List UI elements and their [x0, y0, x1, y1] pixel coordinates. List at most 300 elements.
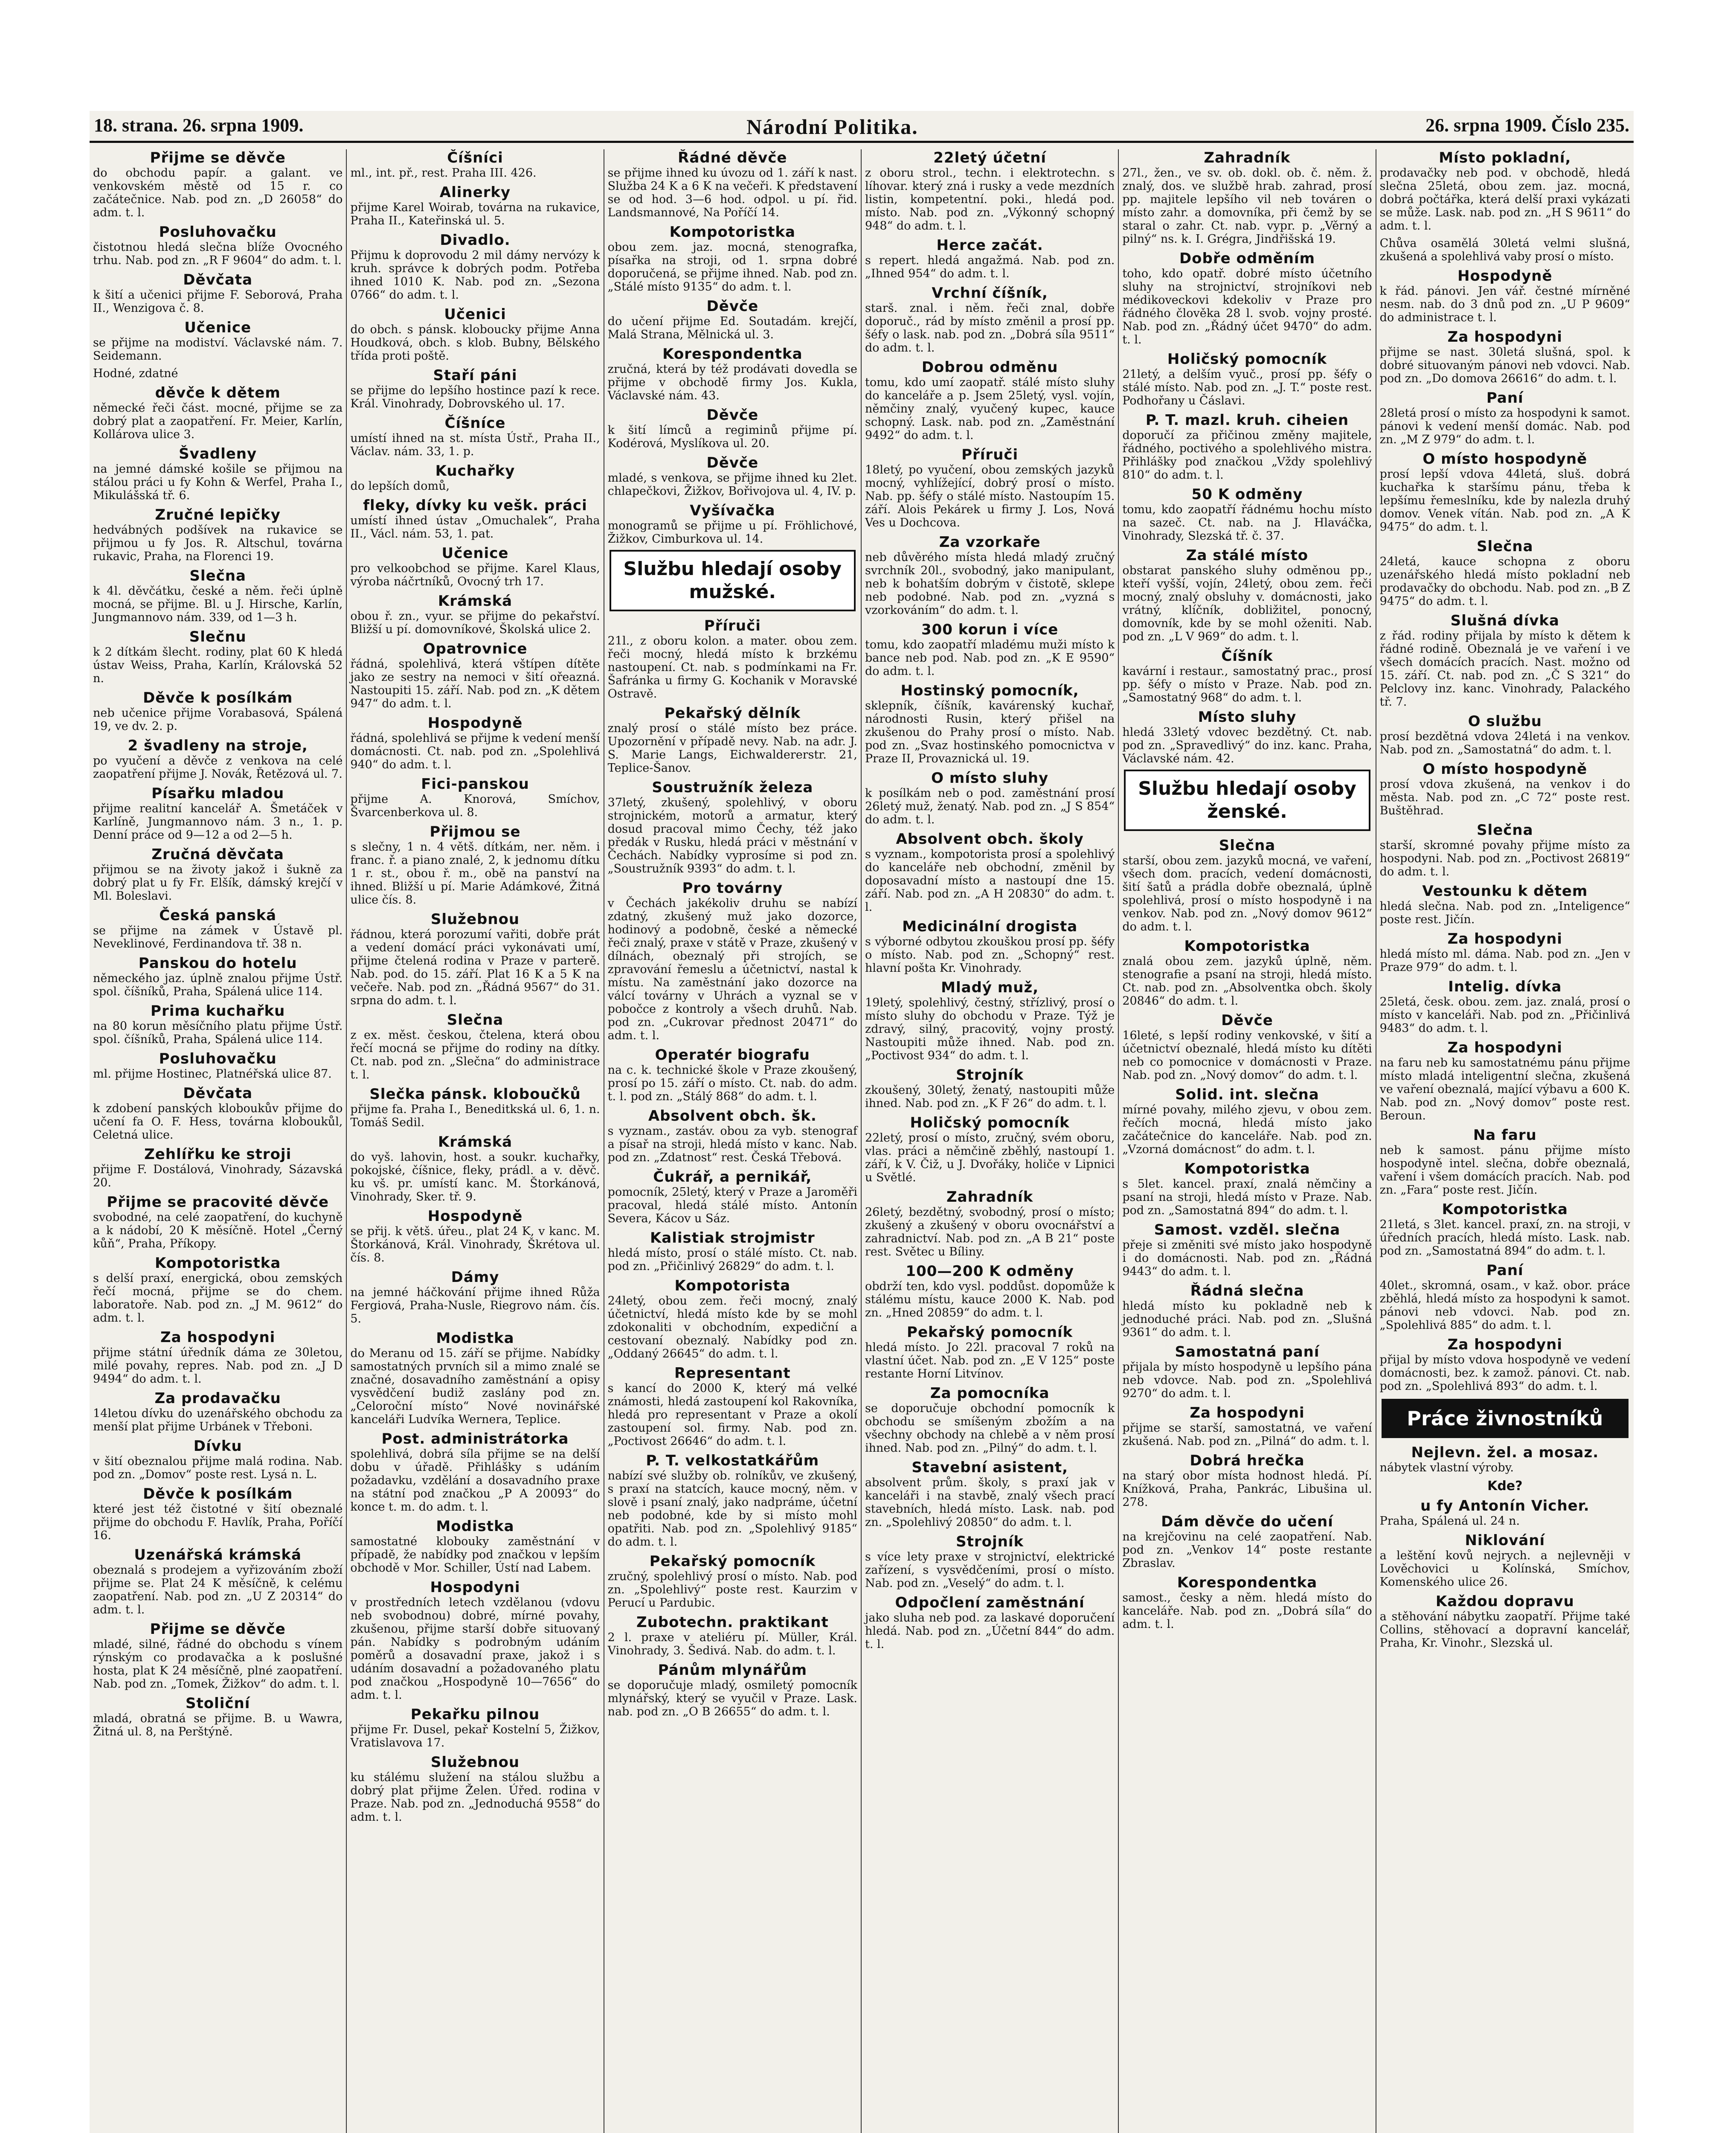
classified-ad — [1122, 1404, 1372, 1448]
ad-heading: Holičský pomocník — [910, 1114, 1070, 1131]
ad-body: prosí bezdětná vdova 24letá i na venkov. Nab. pod zn. „Samostatná“ do adm. t. l. — [1379, 730, 1630, 756]
classified-ad — [93, 1546, 343, 1616]
ad-heading: Dobře odměním — [1179, 250, 1315, 267]
ad-heading: Strojník — [956, 1533, 1024, 1550]
ad-body: hledá místo. Jo 22l. pracoval 7 roků na vlastní účet. Nab. pod zn. „E V 125“ poste restante Horní Litvínov. — [865, 1341, 1115, 1380]
ad-body: které jest též čistotné v šití obeznalé přijme do obchodu F. Havlík, Praha, Poříčí 16. — [93, 1502, 343, 1542]
ad-heading: fleky, dívky ku vešk. práci — [363, 497, 587, 514]
ad-heading: Posluhovačku — [159, 1050, 277, 1067]
ad-heading: Nejlevn. žel. a mosaz. — [1411, 1444, 1599, 1461]
ad-body: na krejčovinu na celé zaopatření. Nab. pod zn. „Venkov 14“ poste restante Zbraslav. — [1122, 1530, 1372, 1570]
ad-body: s vyznam., kompotorista prosí a spolehlivý do kanceláře neb obchodní, změnil by doposavadní místo a nastoupí dne 15. září. Nab. pod zn. „A H 20830“ do adm. t. l. — [865, 848, 1115, 914]
ad-body: hledá místo ml. dáma. Nab. pod zn. „Jen v Praze 979“ do adm. t. l. — [1379, 947, 1630, 974]
classified-ad — [93, 224, 343, 267]
classified-ad — [350, 593, 600, 636]
classified-ad — [350, 1086, 600, 1129]
classified-ad — [93, 1194, 343, 1250]
ad-body: kavární i restaur., samostatný prac., prosí pp. šéfy o místo v Praze. Nab. pod zn. „Samostatný 968“ do adm. t. l. — [1122, 665, 1372, 704]
ad-heading: Absolvent obch. školy — [896, 831, 1084, 848]
classified-ad — [93, 445, 343, 502]
ad-heading: Slečna — [1219, 837, 1276, 854]
ad-heading: Post. administrátorka — [381, 1430, 569, 1447]
ad-heading: Modistka — [436, 1518, 514, 1535]
classified-ad — [93, 846, 343, 903]
ad-heading: Za hospodyni — [1447, 930, 1562, 947]
ad-heading: Operatér biografu — [655, 1046, 810, 1064]
classified-ad — [608, 346, 857, 402]
ad-heading: Učenici — [444, 306, 506, 323]
ad-body: pro velkoobchod se přijme. Karel Klaus, výroba náčrtníků, Ovocný trh 17. — [350, 562, 600, 588]
classified-ad — [608, 454, 857, 498]
section-banner: Práce živnostníků — [1382, 1399, 1629, 1438]
ad-heading: 300 korun i více — [921, 621, 1059, 638]
ad-heading: Hostinský pomocník, — [900, 682, 1079, 699]
classified-ad — [608, 617, 857, 700]
ad-heading: Slečna — [1477, 538, 1533, 555]
classified-ad — [865, 446, 1115, 529]
classified-ad — [1122, 486, 1372, 543]
ad-body: přijme státní úředník dáma ze 30letou, milé povahy, repres. Nab. pod zn. „J D 9494“ do adm. t. l. — [93, 1346, 343, 1386]
classified-ad — [350, 367, 600, 410]
ad-body: z ex. měst. českou, čtelena, která obou řečí mocná se přijme do rodiny na dítky. Ct. nab. pod zn. „Slečna“ do administrace t. l. — [350, 1029, 600, 1081]
ad-body: s více lety praxe v strojnictví, elektrické zařízení, s vysvědčeními, prosí o místo. Nab. pod zn. „Veselý“ do adm. t. l. — [865, 1550, 1115, 1590]
ad-body: samostatné klobouky zaměstnání v případě, že nabídky pod značkou v lepším obchodě v Mor. Schiller, Ústí nad Labem. — [350, 1535, 600, 1575]
classified-ad — [93, 1695, 343, 1738]
ad-heading: Niklování — [1465, 1532, 1545, 1549]
ad-heading: Děvčata — [183, 271, 253, 288]
ad-heading: Soustružník železa — [652, 779, 813, 796]
ad-body: v Čechách jakékoliv druhu se nabízí zdatný, zkušený muž jako dozorce, hodinový a podobně, české a německé řeči znalý, praxe v státě v Praze, zkušený v dílnách, obeznalý při strojích, se zpravování řemeslu a účetnictví, nastal k místu. Na zaměstnání jako dozorce na válcí továrny v Uhrách a vyznal se v pobočce z kontroly a všech druhů. Nab. pod zn. „Cukrovar přednost 20471“ do adm. t. l. — [607, 897, 857, 1042]
ad-body: přijme se starší, samostatná, ve vaření zkušená. Nab. pod zn. „Pilná“ do adm. t. l. — [1122, 1421, 1372, 1448]
classified-ad — [1122, 1513, 1372, 1570]
ad-heading: Paní — [1486, 1262, 1524, 1279]
classified-ad — [93, 506, 343, 563]
classified-ad — [608, 1614, 857, 1657]
classified-ad — [1122, 1221, 1372, 1278]
classified-ad — [865, 237, 1115, 280]
ad-body: se doporučuje obchodní pomocník k obchodu se smíšeným zbožím a na všechny obchody na chlebě a v něm prosí ihned. Nab. pod zn. „Pilný“ do adm. t. l. — [865, 1402, 1115, 1455]
classified-ad — [93, 737, 343, 781]
ad-heading: Děvče — [1221, 1012, 1273, 1029]
ad-columns — [90, 149, 1634, 2133]
classified-ad — [865, 359, 1115, 442]
ad-body: přijmou se na životy jakož i šukně za dobrý plat u fy Fr. Elšík, dámský krejčí v Ml. Boleslavi. — [93, 863, 343, 903]
ad-body: Praha, Spálená ul. 24 n. — [1379, 1514, 1520, 1528]
ad-body: přijala by místo hospodyně u lepšího pána neb vdovce. Nab. pod zn. „Spolehlivá 9270“ do adm. t. l. — [1122, 1360, 1372, 1400]
classified-ad — [1122, 837, 1372, 933]
ad-heading: Modistka — [436, 1330, 514, 1347]
ad-column — [1119, 149, 1376, 2133]
classified-ad — [608, 149, 857, 219]
classified-ad — [1380, 328, 1630, 385]
classified-ad — [1380, 761, 1630, 817]
ad-heading: Slušná dívka — [1450, 612, 1559, 629]
ad-heading: Staří páni — [433, 367, 517, 384]
ad-heading: Paní — [1486, 389, 1524, 407]
ad-plain-text: Kde? — [1487, 1479, 1523, 1494]
ad-heading: Herce začát. — [936, 237, 1043, 254]
ad-heading: 2 švadleny na stroje, — [128, 737, 308, 754]
ad-column — [1376, 149, 1634, 2133]
ad-heading: O místo sluhy — [931, 770, 1049, 787]
ad-body: 2 l. praxe v ateliéru pí. Müller, Král. Vinohrady, 3. Šedivá. Nab. do adm. t. l. — [607, 1631, 857, 1657]
ad-column — [604, 149, 862, 2133]
ad-heading: O místo hospodyně — [1422, 761, 1588, 778]
classified-ad — [865, 1324, 1115, 1380]
classified-ad — [1380, 389, 1630, 446]
newspaper-page — [90, 111, 1634, 2133]
classified-ad — [1122, 1574, 1372, 1631]
ad-heading: 50 K odměny — [1191, 486, 1303, 503]
ad-heading: Holičský pomocník — [1167, 351, 1327, 368]
classified-ad — [1122, 1452, 1372, 1509]
newspaper-masthead: Národní Politika. — [746, 115, 918, 139]
classified-ad — [1380, 1262, 1630, 1332]
ad-heading: Dívku — [193, 1438, 242, 1455]
classified-ad — [1380, 822, 1630, 878]
classified-ad — [93, 1485, 343, 1542]
ad-column — [347, 149, 604, 2133]
classified-ad — [93, 1003, 343, 1046]
ad-body: do lepších domů, — [350, 479, 450, 493]
classified-ad — [1380, 267, 1630, 324]
classified-ad — [93, 367, 343, 380]
ad-body: přijme Fr. Dusel, pekař Kostelní 5, Žižkov, Vratislavova 17. — [350, 1723, 600, 1749]
ad-heading: Zručné lepičky — [155, 506, 281, 523]
ad-heading: Děvče — [706, 454, 759, 471]
ad-heading: Řádné děvče — [678, 149, 787, 166]
ad-body: zručný, spolehlivý prosí o místo. Nab. pod zn. „Spolehlivý“ poste rest. Kaurzim v Perucí u Pardubic. — [607, 1570, 857, 1610]
ad-body: přijme F. Dostálová, Vinohrady, Sázavská 20. — [93, 1163, 343, 1189]
classified-ad — [1380, 612, 1630, 709]
ad-heading: děvče k dětem — [155, 384, 281, 401]
classified-ad — [93, 1390, 343, 1433]
classified-ad — [1122, 1160, 1372, 1217]
ad-heading: Za stálé místo — [1186, 547, 1309, 564]
ad-body: se přijme na modiství. Václavské nám. 7. Seidemann. — [93, 336, 343, 363]
ad-heading: Kompotoristka — [155, 1255, 281, 1272]
ad-heading: Zručná děvčata — [151, 846, 284, 863]
ad-heading: Slečka pánsk. kloboučků — [369, 1086, 581, 1103]
ad-body: s slečny, 1 n. 4 větš. dítkám, ner. něm. i franc. ř. a piano znalé, 2, k jednomu dítku 1 r. st., obou ř. m., obě na panství na ihned. Bližší u pí. Marie Adámkové, Žitná ulice čís. 8. — [350, 840, 600, 907]
ad-heading: P. T. mazl. kruh. ciheien — [1145, 412, 1349, 429]
classified-ad — [93, 1438, 343, 1481]
ad-body: z oboru strol., techn. i elektrotechn. s líhovar. který zná i rusky a vede mezdních listin, kompetentní. poki., hledá pod. místo. Nab. pod zn. „Výkonný schopný 948“ do adm. t. l. — [865, 166, 1115, 232]
classified-ad — [350, 1330, 600, 1426]
ad-body: 24letá, kauce schopna z oboru uzenářského hledá místo pokladní neb prodavačky do obchodu. Nab. pod zn. „B Z 9475“ do adm. t. l. — [1379, 555, 1630, 608]
ad-heading: Vrchní číšník, — [932, 285, 1048, 302]
classified-ad — [865, 1114, 1115, 1184]
ad-body: na starý obor místa hodnost hledá. Pí. Knížková, Praha, Pankrác, Libušina ul. 278. — [1122, 1469, 1372, 1509]
ad-body: nábytek vlastní výroby. — [1379, 1461, 1514, 1474]
classified-ad — [93, 628, 343, 685]
ad-heading: Prima kuchařku — [151, 1003, 285, 1020]
ad-body: německé řeči část. mocné, přijme se za dobrý plat a zaopatření. Fr. Meier, Karlín, Kollárova ulice 3. — [93, 401, 343, 441]
ad-heading: Pánům mlynářům — [658, 1662, 807, 1679]
ad-body: absolvent prům. školy, s praxí jak v kanceláři i na stavbě, znalý všech prací stavebních, hledá místo. Lask. nab. pod zn. „Spolehlivý 20850“ do adm. t. l. — [865, 1476, 1115, 1529]
ad-heading: Strojník — [956, 1066, 1024, 1084]
ad-body: přijme fa. Praha I., Beneditkská ul. 6, 1. n. Tomáš Sedil. — [350, 1103, 600, 1129]
classified-ad — [1380, 978, 1630, 1035]
classified-ad — [865, 1263, 1115, 1319]
classified-ad — [350, 776, 600, 819]
classified-ad — [93, 1146, 343, 1189]
classified-ad — [1380, 713, 1630, 756]
section-heading-box — [610, 550, 856, 611]
classified-ad — [865, 149, 1115, 232]
ad-heading: Přijme se děvče — [150, 1621, 286, 1638]
classified-ad — [608, 880, 857, 1042]
ad-body: a stěhování nábytku zaopatří. Přijme také Collins, stěhovací a dopravní kancelář, Praha, Kr. Vinohr., Slezská ul. — [1379, 1610, 1630, 1650]
classified-ad — [1380, 450, 1630, 534]
ad-column — [90, 149, 347, 2133]
classified-ad — [350, 149, 600, 180]
ad-heading: Místo pokladní, — [1439, 149, 1571, 166]
classified-ad — [93, 271, 343, 315]
ad-heading: Na faru — [1473, 1127, 1537, 1144]
ad-body: v prostředních letech vzdělanou (vdovu neb svobodnou) dobré, mírné povahy, zkušenou, přijme starší dobře situovaný pán. Nabídky s podrobným udáním poměrů a dosavadní praxe, jakož i s udáním dosavadní a požadovaného platu pod značkou „Hospodyně 10—7656“ do adm. t. l. — [350, 1596, 600, 1702]
ad-heading: Kalistiak strojmistr — [650, 1229, 815, 1247]
ad-heading: Učenice — [441, 545, 509, 562]
ad-heading: Děvče — [706, 407, 759, 424]
ad-body: přijal by místo vdova hospodyně ve vedení domácnosti, bez. k zamož. pánovi. Ct. nab. pod zn. „Spolehlivá 893“ do adm. t. l. — [1379, 1353, 1630, 1393]
ad-body: s vyznam., zastáv. obou za vyb. stenograf a písař na stroji, hledá místo v kanc. Nab. pod zn. „Zdatnost“ rest. Česká Třebová. — [607, 1125, 857, 1164]
classified-ad — [608, 298, 857, 341]
ad-body: ml. přijme Hostinec, Platnéřská ulice 87. — [93, 1067, 332, 1081]
ad-heading: Za hospodyni — [1447, 1039, 1562, 1056]
ad-heading: Každou dopravu — [1435, 1593, 1574, 1610]
page-header — [90, 111, 1634, 143]
ad-body: německého jaz. úplně znalou přijme Ústř. spol. číšníků, Praha, Spálená ulice 114. — [93, 972, 343, 998]
classified-ad — [608, 1107, 857, 1164]
ad-heading: Krámská — [438, 593, 513, 610]
ad-heading: Intelig. dívka — [1448, 978, 1562, 995]
ad-body: 25letá, česk. obou. zem. jaz. znalá, prosí o místo v kanceláři. Nab. pod zn. „Přičinlivá 9483“ do adm. t. l. — [1379, 995, 1630, 1035]
ad-body: umístí ihned ústav „Omuchalek“, Praha II., Václ. nám. 53, 1. pat. — [350, 514, 600, 541]
classified-ad — [350, 1518, 600, 1575]
ad-heading: Opatrovnice — [423, 640, 528, 657]
ad-heading: Kompotoristka — [1184, 938, 1310, 955]
header-issue-number: 26. srpna 1909. Číslo 235. — [1425, 115, 1629, 136]
classified-ad — [93, 1621, 343, 1691]
ad-heading: Stavební asistent, — [912, 1459, 1068, 1476]
ad-heading: O službu — [1468, 713, 1542, 730]
classified-ad — [350, 306, 600, 363]
ad-body: mladé, silné, řádné do obchodu s vínem rýnským co prodavačka a k poslušné hosta, plat K 24 měsíčně, plné zaopatření. Nab. pod zn. „Tomek, Žižkov“ do adm. t. l. — [93, 1638, 343, 1691]
ad-heading: Přijme se děvče — [150, 149, 286, 166]
ad-body: neb k samost. pánu přijme místo hospodyně intel. slečna, dobře obeznalá, vaření i všem domácích pracích. Nab. pod zn. „Fara“ poste rest. Jičín. — [1379, 1144, 1630, 1197]
ad-heading: Krámská — [438, 1133, 513, 1151]
ad-body: na 80 korun měsíčního platu přijme Ústř. spol. číšníků, Praha, Spálená ulice 114. — [93, 1020, 343, 1046]
classified-ad — [1122, 412, 1372, 482]
ad-heading: Příruči — [961, 446, 1019, 463]
ad-heading: Číšníci — [447, 149, 503, 166]
classified-ad — [865, 918, 1115, 975]
classified-ad — [350, 1754, 600, 1824]
ad-heading: Solid. int. slečna — [1175, 1086, 1319, 1103]
ad-body: se doporučuje mladý, osmiletý pomocník mlynářský, který se vyučil v Praze. Lask. nab. pod zn. „O B 26655“ do adm. t. l. — [607, 1679, 857, 1718]
classified-ad — [1380, 883, 1630, 926]
classified-ad — [608, 1662, 857, 1718]
ad-body: Hodné, zdatné — [93, 367, 178, 380]
ad-heading: Děvče — [706, 298, 759, 315]
ad-heading: Kuchařky — [435, 462, 515, 479]
ad-heading: Dámy — [451, 1269, 499, 1286]
ad-body: Přijmu k doprovodu 2 mil dámy nervózy k kruh. správce k dobrých podm. Potřeba ihned 1010 K. Nab. pod zn. „Sezona 0766“ do adm. t. l. — [350, 249, 600, 302]
ad-body: se přijme na zámek v Ústavě pl. Neveklinové, Ferdinandova tř. 38 n. — [93, 924, 343, 950]
ad-body: z řád. rodiny přijala by místo k dětem k řádné rodině. Obeznalá je ve vaření i ve všech domácích pracích. Nast. možno od 15. září. Ct. nab. pod zn. „Č S 321“ do Pelclovy inz. kanc. Vinohrady, Palackého tř. 7. — [1379, 629, 1630, 709]
ad-heading: Čukrář, a pernikář, — [653, 1168, 812, 1186]
ad-body: a leštění kovů nejrych. a nejlevněji v Lověchovici u Kolínská, Smíchov, Komenského ulice 26. — [1379, 1549, 1630, 1589]
ad-heading: Za prodavačku — [154, 1390, 281, 1407]
ad-heading: Číšníce — [444, 415, 506, 432]
ad-heading: P. T. velkostatkářům — [646, 1452, 819, 1469]
ad-body: toho, kdo opatř. dobré místo účetního sluhy na strojnictví, strojníkovi neb médikoveckovi kdekoliv v Praze pro řádného člověka 28 l. svob. vojny prosté. Nab. pod zn. „Řádný účet 9470“ do adm. t. l. — [1122, 267, 1372, 346]
classified-ad — [350, 1269, 600, 1325]
ad-heading: 100—200 K odměny — [906, 1263, 1074, 1280]
ad-body: mladá, obratná se přijme. B. u Wawra, Žitná ul. 8, na Perštýně. — [93, 1712, 343, 1738]
ad-body: prosí vdova zkušená, na venkov i do města. Nab. pod zn. „C 72“ poste rest. Buštěhrad. — [1379, 778, 1630, 817]
classified-ad — [1122, 1086, 1372, 1156]
section-heading: Službu hledají osoby mužské. — [623, 558, 842, 603]
ad-heading: Za vzorkaře — [939, 534, 1041, 551]
ad-body: spolehlivá, dobrá síla přijme se na delší dobu v úřadě. Přihlášky s udáním požadavku, vzdělání a dosavadního praxe na státní pod značkou „P A 20093“ do konce t. m. do adm. t. l. — [350, 1447, 600, 1514]
ad-heading: Hospodyně — [427, 1208, 523, 1225]
ad-body: 26letý, bezdětný, svobodný, prosí o místo; zkušený a zkušený v oboru ovocnářství a zahradnictví. Nab. pod zn. „A B 21“ poste rest. Světec u Bíliny. — [865, 1206, 1115, 1258]
classified-ad — [1380, 1593, 1630, 1650]
ad-heading: Zahradník — [1204, 149, 1291, 166]
ad-body: hledá místo, prosí o stálé místo. Ct. nab. pod zn. „Přičinlivý 26829“ do adm. t. l. — [607, 1247, 857, 1273]
ad-heading: Číšník — [1221, 648, 1273, 665]
ad-heading: Pekařský dělník — [664, 705, 801, 722]
classified-ad — [1122, 709, 1372, 765]
classified-ad — [608, 502, 857, 546]
classified-ad — [93, 955, 343, 998]
classified-ad — [865, 1594, 1115, 1651]
ad-heading: Pro továrny — [682, 880, 783, 897]
ad-body: s repert. hledá angažmá. Nab. pod zn. „Ihned 954“ do adm. t. l. — [865, 254, 1115, 280]
ad-body: na faru neb ku samostatnému pánu přijme místo mladá inteligentní slečna, zkušená ve vaření obeznalá, mající výbavu a 600 K. Nab. pod zn. „Nový domov“ poste rest. Beroun. — [1379, 1056, 1630, 1122]
ad-body: obou zem. jaz. mocná, stenografka, písařka na stroji, od 1. srpna dobré doporučená, se přijme ihned. Nab. pod zn. „Stálé místo 9135“ do adm. t. l. — [607, 241, 857, 294]
ad-heading: Vyšívačka — [690, 502, 775, 519]
ad-body: ku stálému služení na stálou službu a dobrý plat přijme Želen. Úřed. rodina v Praze. Nab. pod zn. „Jednoduchá 9558“ do adm. t. l. — [350, 1771, 600, 1824]
classified-ad — [1122, 1282, 1372, 1339]
ad-heading: Kompotoristka — [1184, 1160, 1310, 1177]
classified-ad — [608, 705, 857, 775]
ad-heading: Slečna — [447, 1011, 504, 1029]
ad-heading: Za hospodyni — [160, 1329, 276, 1346]
ad-heading: Korespondentka — [1177, 1574, 1318, 1591]
classified-ad — [608, 1553, 857, 1610]
classified-ad — [350, 823, 600, 907]
ad-body: s výborné odbytou zkouškou prosí pp. šéfy o místo. Nab. pod zn. „Schopný“ rest. hlavní pošta Kr. Vinohrady. — [865, 935, 1115, 975]
classified-ad — [93, 319, 343, 363]
ad-body: 21letá, s 3let. kancel. praxí, zn. na stroji, v úředních pracích, hledá místo. Lask. nab. pod zn. „Samostatná 894“ do adm. t. l. — [1379, 1218, 1630, 1258]
classified-ad — [608, 1452, 857, 1549]
classified-ad — [350, 1133, 600, 1203]
ad-body: znalý prosí o stálé místo bez práce. Upozornění v případě nevy. Nab. na adr. J. S. Marie Langs, Eichwaldererstr. 21, Teplice-Šanov. — [607, 722, 857, 775]
classified-ad — [1122, 149, 1372, 246]
ad-body: řádná, spolehlivá se přijme k vedení menší domácnosti. Ct. nab. pod zn. „Spolehlivá 940“ do adm. t. l. — [350, 732, 600, 771]
ad-body: 40let., skromná, osam., v kaž. obor. práce zběhlá, hledá místo za hospodyni k samot. pánovi neb vdovci. Nab. pod zn. „Spolehlivá 885“ do adm. t. l. — [1379, 1279, 1630, 1332]
ad-heading: Odpočlení zaměstnání — [895, 1594, 1085, 1611]
ad-heading: Za pomocníka — [930, 1385, 1050, 1402]
classified-ad — [1380, 237, 1630, 263]
ad-heading: Hospodyně — [1457, 267, 1553, 285]
ad-body: obstarat panského sluhy odměnou pp., kteří vyšší, vojín, 24letý, obou zem. řeči mocný, znalý obsluhy v. domácnosti, jako vrátný, klíčník, dobližitel, ponocný, domovník, kde by se mohl oženiti. Nab. pod zn. „L V 969“ do adm. t. l. — [1122, 564, 1372, 643]
ad-heading: Česká panská — [159, 907, 277, 924]
ad-body: 27l., žen., ve sv. ob. dokl. ob. č. něm. ž. znalý, dos. ve službě hrab. zahrad, prosí pp. majitele lepšího vil neb továren o místo zahr. a domovníka, při čemž by se staral o zahr. Ct. nab. vypr. p. „Věrný a pilný“ ns. k. I. Grégra, Jindřišská 19. — [1122, 166, 1372, 246]
ad-body: na jemné háčkování přijme ihned Růža Fergiová, Praha-Nusle, Riegrovo nám. čís. 5. — [350, 1286, 600, 1325]
ad-body: starš. znal. i něm. řeči znal, dobře doporuč., rád by místo změnil a prosí pp. šéfy o lask. nab. pod zn. „Dobrá síla 9511“ do adm. t. l. — [865, 302, 1115, 355]
ad-heading: Pekařku pilnou — [410, 1706, 540, 1723]
classified-ad — [608, 407, 857, 450]
ad-body: přijme A. Knorová, Smíchov, Švarcenberkova ul. 8. — [350, 793, 600, 819]
ad-body: na c. k. technické škole v Praze zkoušený, prosí po 15. září o místo. Ct. nab. do adm. t. l. pod zn. „Stálý 868“ do adm. t. l. — [607, 1064, 857, 1103]
classified-ad — [350, 911, 600, 1007]
ad-body: hledá 33letý vdovec bezdětný. Ct. nab. pod zn. „Spravedlivý“ do inz. kanc. Praha, Václavské nám. 42. — [1122, 726, 1372, 765]
ad-heading: Přijmou se — [430, 823, 521, 840]
classified-ad — [1380, 149, 1630, 232]
ad-heading: Divadlo. — [440, 232, 511, 249]
classified-ad — [608, 224, 857, 294]
classified-ad — [1122, 1343, 1372, 1400]
ad-heading: Švadleny — [179, 445, 257, 462]
classified-ad — [865, 979, 1115, 1062]
ad-body: svobodné, na celé zaopatření, do kuchyně a k nádobí, 20 K měsíčně. Hotel „Černý kůň“, Praha, Příkopy. — [93, 1211, 343, 1250]
classified-ad — [1380, 1444, 1630, 1474]
classified-ad — [93, 907, 343, 950]
classified-ad — [608, 1046, 857, 1103]
classified-ad — [350, 1706, 600, 1749]
ad-heading: Děvče k posílkám — [143, 1485, 293, 1502]
ad-heading: Služebnou — [430, 1754, 520, 1771]
ad-heading: u fy Antonín Vicher. — [1420, 1497, 1590, 1514]
ad-body: se přij. k větš. úřeu., plat 24 K, v kanc. M. Štorkánová, Král. Vinohrady, Škrétova ul. čís. 8. — [350, 1225, 600, 1264]
classified-ad — [865, 534, 1115, 617]
classified-ad — [1380, 1127, 1630, 1197]
ad-body: hledá místo ku pokladně neb k jednoduché práci. Nab. pod zn. „Slušná 9361“ do adm. t. l. — [1122, 1299, 1372, 1339]
ad-body: řádná, spolehlivá, která vštípen dítěte jako ze sestry na nemoci v šití ořeazná. Nastoupiti 15. září. Nab. pod zn. „K dětem 947“ do adm. t. l. — [350, 657, 600, 710]
ad-heading: Za hospodyni — [1190, 1404, 1305, 1421]
classified-ad — [608, 1229, 857, 1273]
ad-heading: Zehlířku ke stroji — [144, 1146, 292, 1163]
classified-ad — [350, 1011, 600, 1081]
ad-heading: Hospodyně — [427, 715, 523, 732]
ad-heading: Děvčata — [183, 1085, 253, 1102]
ad-heading: Kompotorista — [674, 1277, 791, 1294]
ad-body: do vyš. lahovin, host. a soukr. kuchařky, pokojské, číšnice, fleky, prádl. a v. děvč. ku vš. pr. umístí kanc. M. Štorkánová, Vinohrady, Sker. tř. 9. — [350, 1151, 600, 1203]
ad-heading: Místo sluhy — [1198, 709, 1297, 726]
ad-heading: Zubotechn. praktikant — [636, 1614, 829, 1631]
ad-heading: Slečnu — [189, 628, 247, 645]
ad-heading: Panskou do hotelu — [138, 955, 297, 972]
classified-ad — [1122, 1012, 1372, 1082]
ad-heading: Řádná slečna — [1190, 1282, 1304, 1299]
section-heading: Službu hledají osoby ženské. — [1138, 778, 1356, 822]
ad-heading: Hospodyni — [430, 1579, 520, 1596]
ad-body: do učení přijme Ed. Soutadám. krejčí, Malá Strana, Mělnická ul. 3. — [607, 315, 857, 341]
ad-body: obdrží ten, kdo vysl. poddůst. dopomůže k stálému místu, kauce 2000 K. Nab. pod zn. „Hned 20859“ do adm. t. l. — [865, 1280, 1115, 1319]
ad-body: přeje si změniti své místo jako hospodyně i do domácnosti. Nab. pod zn. „Řádná 9443“ do adm. t. l. — [1122, 1238, 1372, 1278]
classified-ad — [865, 285, 1115, 355]
ad-body: s kancí do 2000 K, který má velké známosti, hledá zastoupení kol Rakovníka, hledá pro representant v Praze a okolí zastoupení sol. firmy. Nab. pod zn. „Poctivost 26646“ do adm. t. l. — [607, 1382, 857, 1448]
classified-ad — [350, 1430, 600, 1514]
ad-heading: Příruči — [704, 617, 761, 634]
ad-body: 21letý, a delším vyuč., prosí pp. šéfy o stálé místo. Nab. pod zn. „J. T.“ poste rest. Podhořany u Čáslavi. — [1122, 368, 1372, 407]
ad-body: s 5let. kancel. praxí, znalá němčiny a psaní na stroji, hledá místo v Praze. Nab. pod zn. „Samostatná 894“ do adm. t. l. — [1122, 1177, 1372, 1217]
ad-heading: Zahradník — [946, 1189, 1033, 1206]
